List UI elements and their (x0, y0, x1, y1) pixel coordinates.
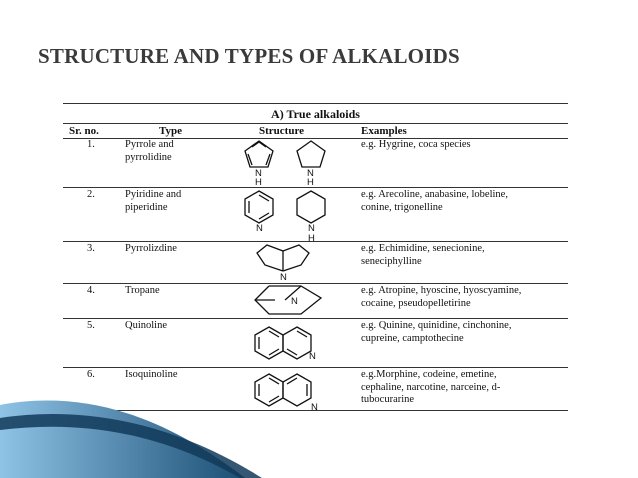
svg-text:N: N (307, 168, 314, 179)
header-structure: Structure (259, 125, 305, 137)
svg-text:N: N (291, 296, 298, 307)
header-sr-no: Sr. no. (69, 125, 99, 137)
row-2-rule (63, 241, 568, 242)
row-6-rule (63, 410, 568, 411)
svg-text:N: N (311, 402, 318, 413)
row-2-examples: e.g. Arecoline, anabasine, lobeline, conine, trigonelline (361, 189, 508, 213)
row-4-examples: e.g. Atropine, hyoscine, hyoscyamine, cocaine, pseudopelletirine (361, 285, 522, 309)
header-examples: Examples (361, 125, 407, 137)
swoosh-band (0, 401, 245, 478)
row-3-type: Pyrrolizdine (125, 243, 177, 254)
header-type: Type (159, 125, 183, 137)
table-section-title: A) True alkaloids (271, 107, 360, 121)
svg-text:N: N (309, 351, 316, 362)
row-1-rule (63, 187, 568, 188)
row-4-type: Tropane (125, 285, 160, 296)
row-2-type: Pyiridine and piperidine (125, 189, 182, 213)
row-3-examples: e.g. Echimidine, senecionine, seneciphylline (361, 243, 485, 267)
svg-text:N: N (308, 223, 315, 234)
tropane-structure (247, 284, 337, 320)
row-1-type: Pyrrole and pyrrolidine (125, 139, 174, 163)
slide-title: STRUCTURE AND TYPES OF ALKALOIDS (38, 44, 460, 68)
svg-text:H: H (255, 177, 262, 188)
svg-text:N: N (256, 223, 263, 234)
isoquinoline-structure (249, 368, 339, 416)
row-4-sr: 4. (87, 285, 95, 296)
section-rule (63, 123, 568, 124)
row-3-sr: 3. (87, 243, 95, 254)
svg-text:H: H (308, 233, 315, 244)
row-6-examples: e.g.Morphine, codeine, emetine, cephaline, narcotine, narceine, d- tubocurarine (361, 369, 501, 405)
row-5-examples: e.g. Quinine, quinidine, cinchonine, cupreine, camptothecine (361, 320, 512, 344)
quinoline-structure (249, 319, 339, 367)
table-top-rule (63, 103, 568, 104)
row-2-sr: 2. (87, 189, 95, 200)
pyridine-and-piperidine-structure (239, 189, 349, 245)
row-5-sr: 5. (87, 320, 95, 331)
row-6-type: Isoquinoline (125, 369, 178, 380)
row-1-examples: e.g. Hygrine, coca species (361, 139, 471, 150)
row-1-sr: 1. (87, 139, 95, 150)
svg-text:N: N (255, 168, 262, 179)
svg-text:N: N (280, 272, 287, 283)
svg-text:H: H (307, 177, 314, 188)
pyrrolizidine-structure (243, 243, 333, 283)
pyrrole-and-pyrrolidine-structure (239, 139, 349, 187)
row-6-sr: 6. (87, 369, 95, 380)
row-5-type: Quinoline (125, 320, 167, 331)
swoosh-edge (0, 414, 262, 478)
